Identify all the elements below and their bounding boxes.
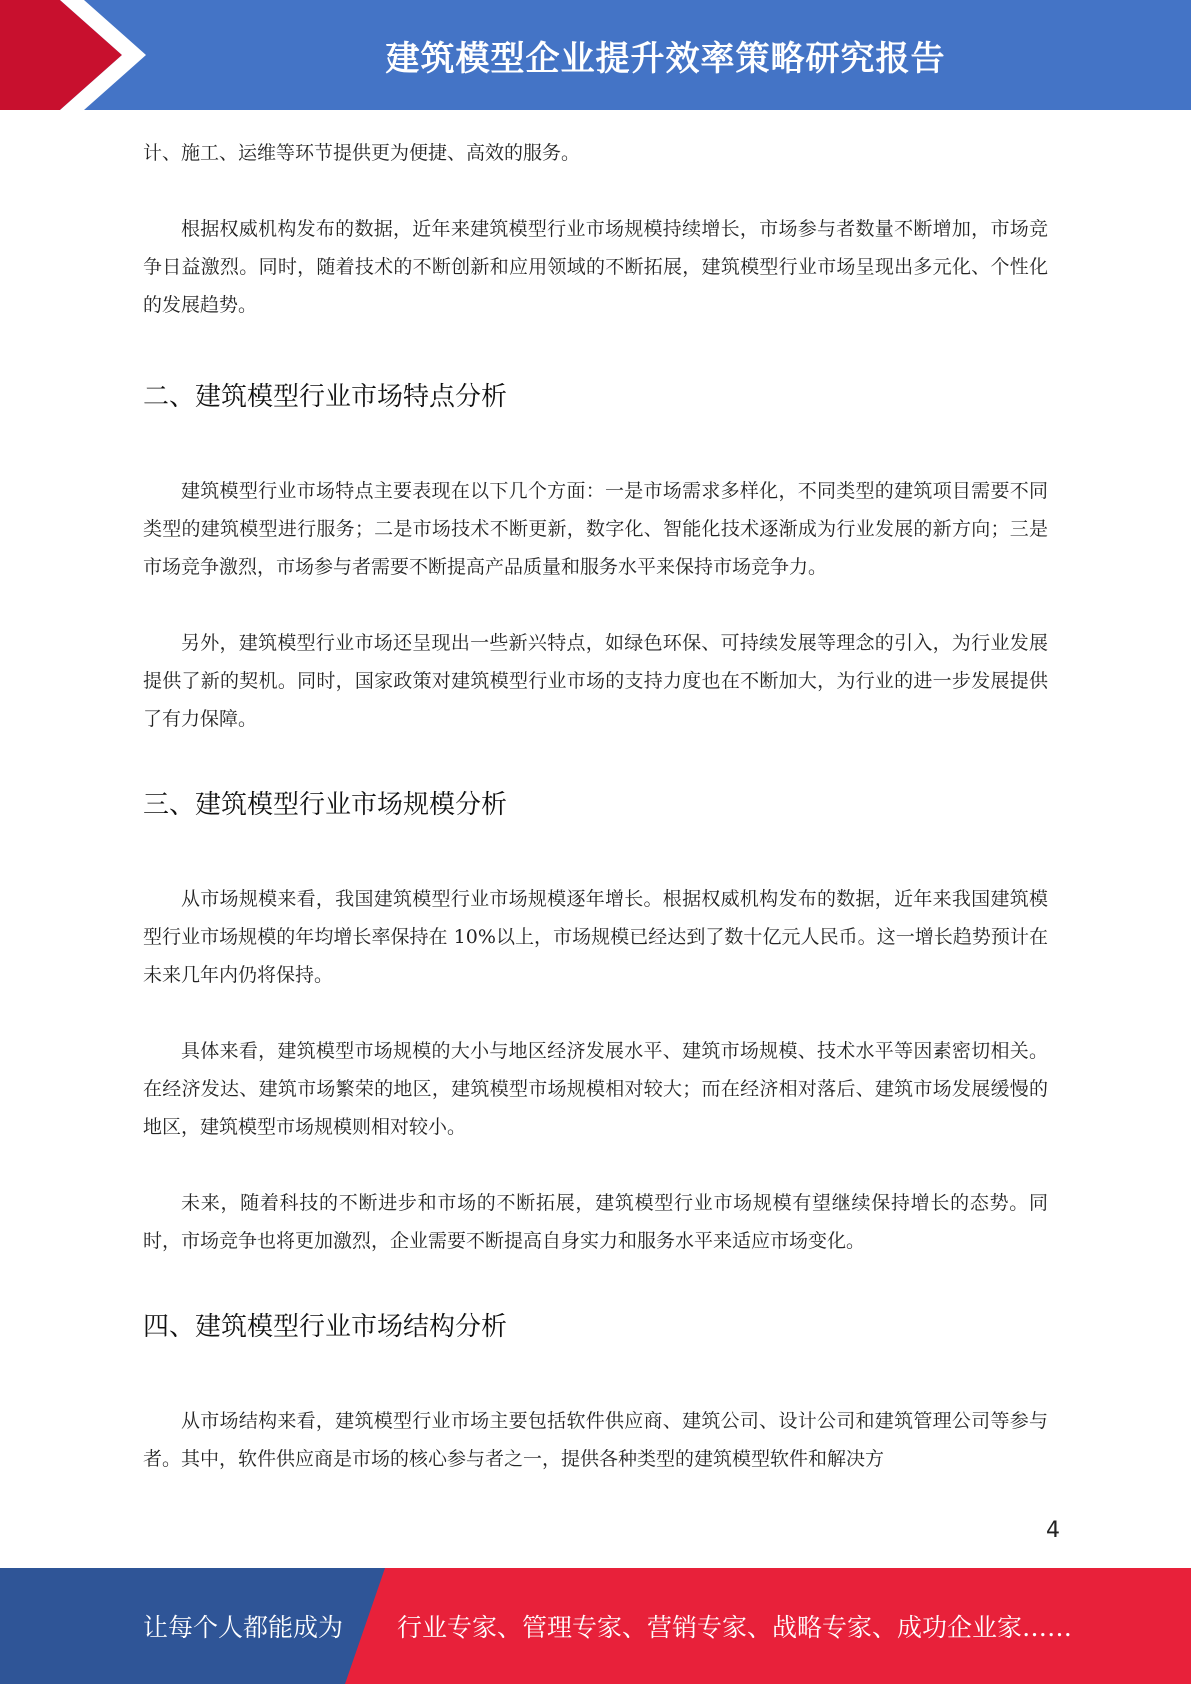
paragraph: 从市场规模来看，我国建筑模型行业市场规模逐年增长。根据权威机构发布的数据，近年来我国建筑模型行业市场规模的年均增长率保持在 10%以上，市场规模已经达到了数十亿元人民币。这一增长趋势预计在未来几年内仍将保持。	[143, 888, 1048, 986]
footer-slogan-right: 行业专家、管理专家、营销专家、战略专家、成功企业家……	[397, 1613, 1073, 1642]
report-title: 建筑模型企业提升效率策略研究报告	[385, 38, 946, 79]
paragraph: 另外，建筑模型行业市场还呈现出一些新兴特点，如绿色环保、可持续发展等理念的引入，为行业发展提供了新的契机。同时，国家政策对建筑模型行业市场的支持力度也在不断加大，为行业的进一步发展提供了有力保障。	[143, 632, 1048, 730]
page-number: 4	[1046, 1518, 1060, 1543]
paragraph-continued: 计、施工、运维等环节提供更为便捷、高效的服务。	[143, 142, 581, 164]
paragraph: 建筑模型行业市场特点主要表现在以下几个方面：一是市场需求多样化，不同类型的建筑项目需要不同类型的建筑模型进行服务；二是市场技术不断更新，数字化、智能化技术逐渐成为行业发展的新方向；三是市场竞争激烈，市场参与者需要不断提高产品质量和服务水平来保持市场竞争力。	[143, 480, 1048, 578]
footer-banner	[0, 1568, 1191, 1684]
section-heading-2: 二、建筑模型行业市场特点分析	[143, 382, 508, 412]
paragraph: 根据权威机构发布的数据，近年来建筑模型行业市场规模持续增长，市场参与者数量不断增加，市场竞争日益激烈。同时，随着技术的不断创新和应用领域的不断拓展，建筑模型行业市场呈现出多元化、个性化的发展趋势。	[143, 218, 1048, 316]
paragraph: 从市场结构来看，建筑模型行业市场主要包括软件供应商、建筑公司、设计公司和建筑管理公司等参与者。其中，软件供应商是市场的核心参与者之一，提供各种类型的建筑模型软件和解决方	[143, 1410, 1048, 1470]
footer-slogan-left: 让每个人都能成为	[143, 1613, 344, 1642]
section-heading-4: 四、建筑模型行业市场结构分析	[143, 1312, 508, 1342]
section-heading-3: 三、建筑模型行业市场规模分析	[143, 790, 508, 820]
document-body	[143, 134, 1048, 1478]
header-banner	[0, 0, 1191, 110]
paragraph: 未来，随着科技的不断进步和市场的不断拓展，建筑模型行业市场规模有望继续保持增长的态势。同时，市场竞争也将更加激烈，企业需要不断提高自身实力和服务水平来适应市场变化。	[143, 1192, 1048, 1252]
paragraph: 具体来看，建筑模型市场规模的大小与地区经济发展水平、建筑市场规模、技术水平等因素密切相关。在经济发达、建筑市场繁荣的地区，建筑模型市场规模相对较大；而在经济相对落后、建筑市场发展缓慢的地区，建筑模型市场规模则相对较小。	[143, 1040, 1048, 1138]
